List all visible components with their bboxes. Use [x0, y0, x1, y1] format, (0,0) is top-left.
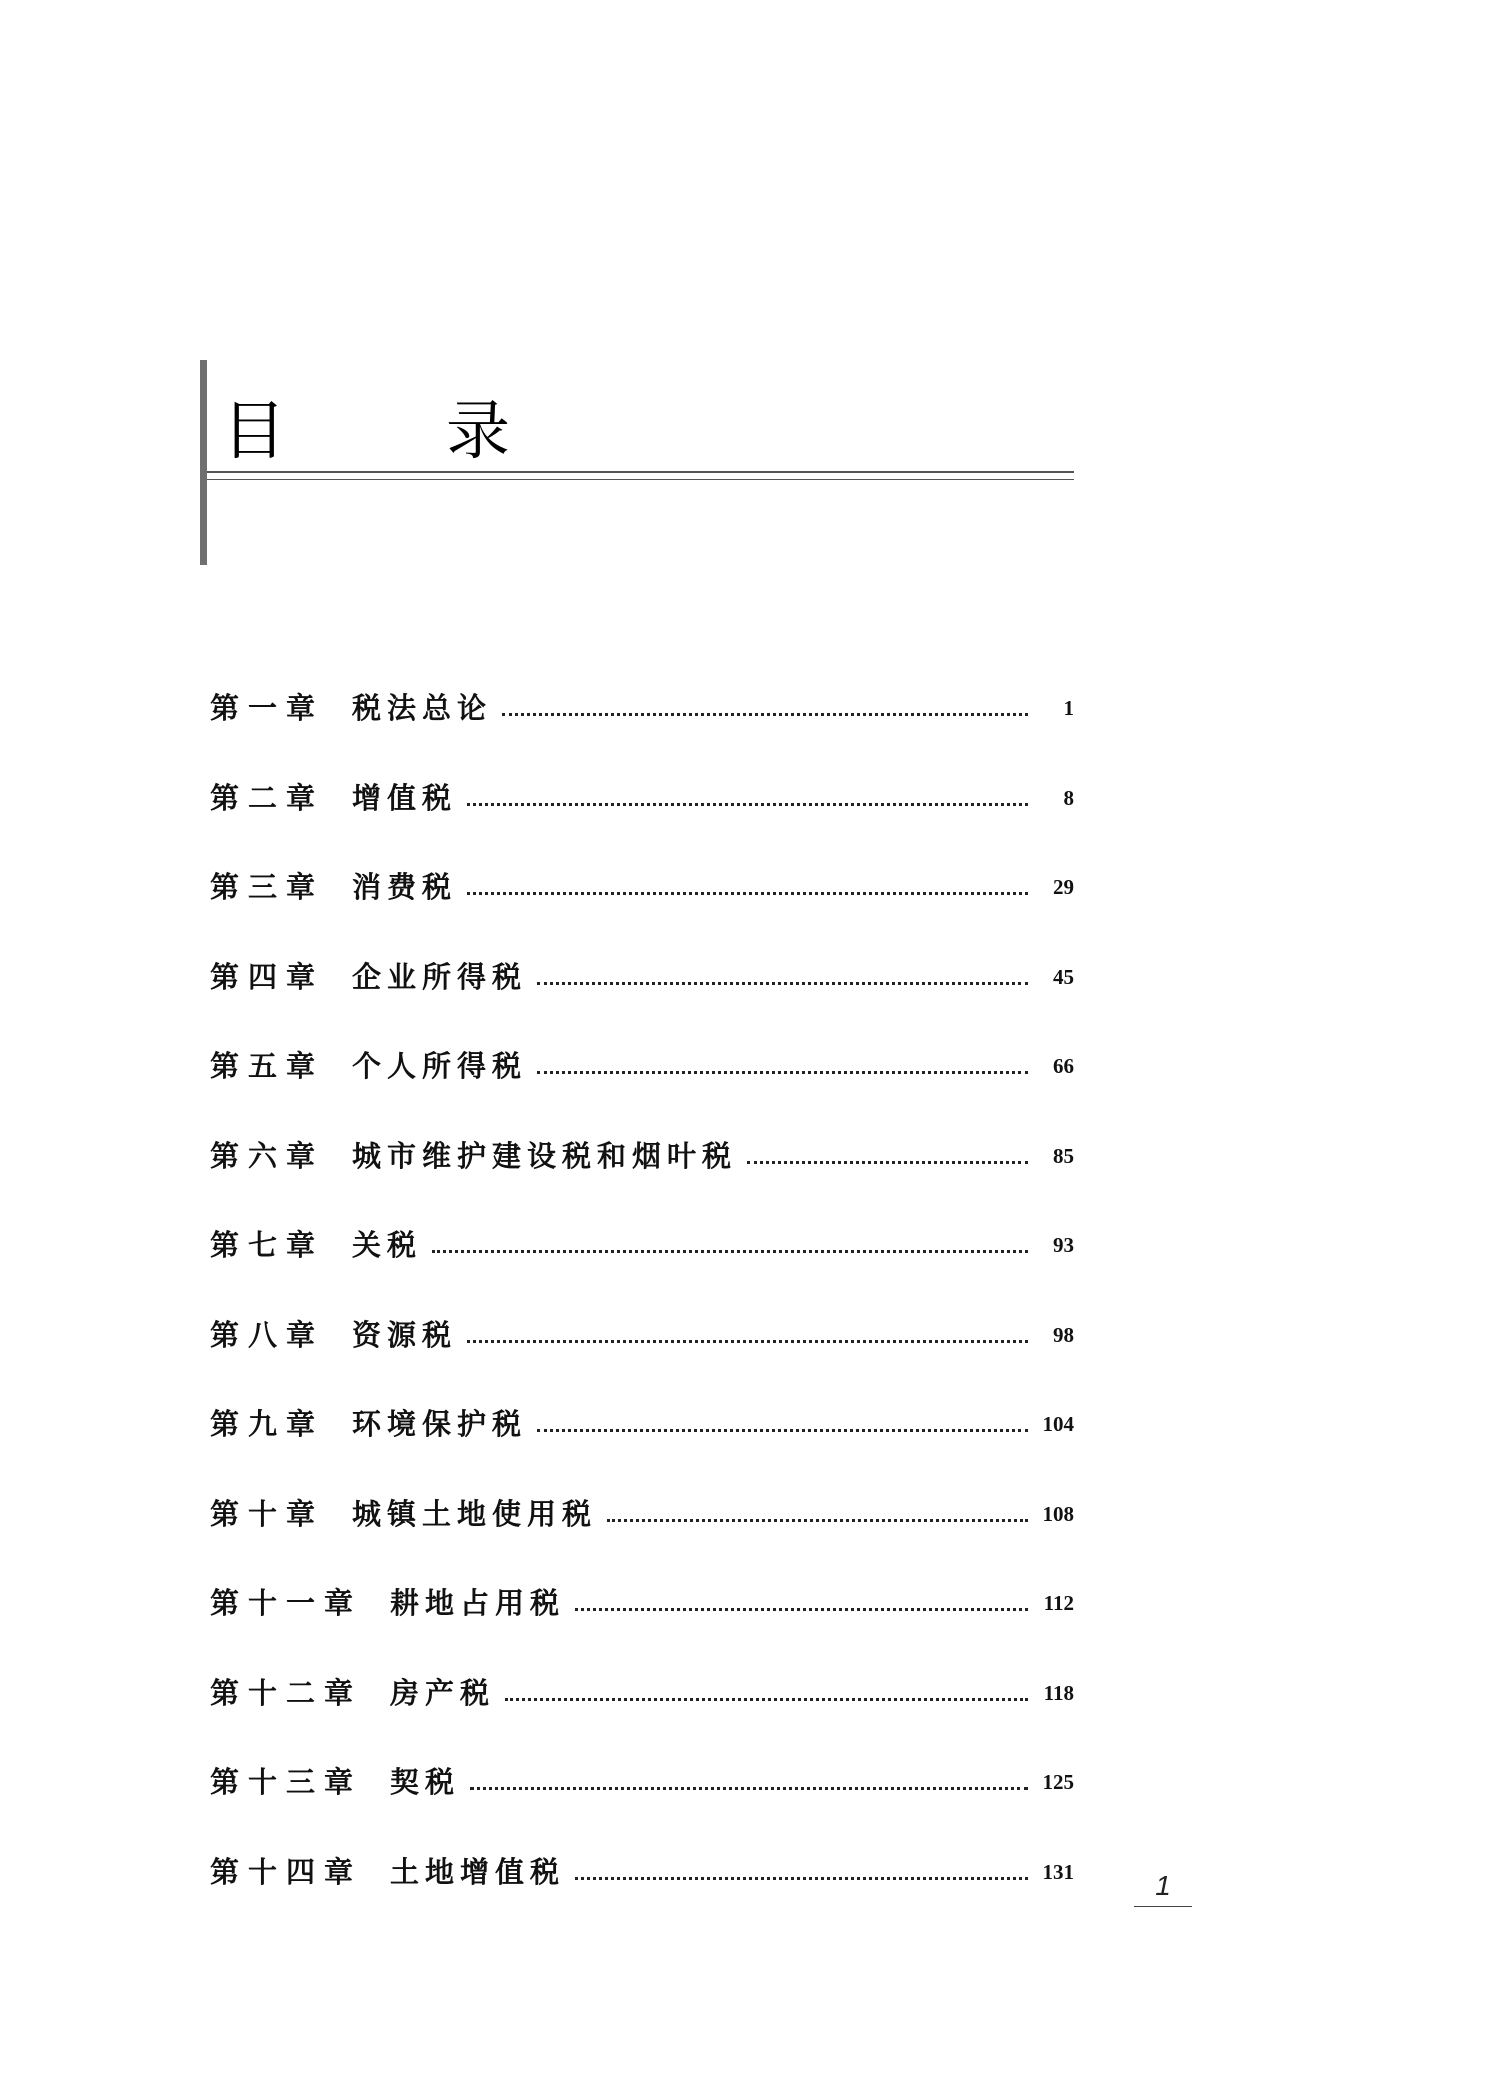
page-number-rule: [1134, 1906, 1192, 1907]
toc-entry[interactable]: [210, 1673, 1074, 1713]
toc-chapter-number: 第七章: [210, 1228, 325, 1262]
toc-chapter-number: 第十三章: [210, 1765, 363, 1799]
toc-dot-leader: [467, 1340, 1028, 1343]
toc-dot-leader: [467, 892, 1028, 895]
title-divider: [207, 471, 1074, 480]
toc-dot-leader: [505, 1698, 1028, 1701]
toc-dot-leader: [467, 803, 1028, 806]
toc-chapter-title: 个人所得税: [352, 1049, 528, 1083]
toc-entry[interactable]: [210, 1494, 1074, 1534]
toc-chapter-title: 房产税: [390, 1675, 496, 1710]
toc-dot-leader: [537, 982, 1028, 985]
toc-page-number: 45: [1053, 964, 1074, 989]
toc-chapter-number: 第十一章: [210, 1586, 363, 1620]
toc-page-number: 8: [1063, 785, 1074, 810]
toc-entry[interactable]: [210, 1762, 1074, 1802]
toc-chapter-number: 第十二章: [210, 1675, 363, 1710]
title-accent-bar: [200, 360, 207, 565]
toc-chapter-number: 第四章: [210, 959, 325, 994]
toc-page-number: 108: [1042, 1501, 1074, 1526]
toc-dot-leader: [537, 1429, 1028, 1432]
toc-chapter-title: 环境保护税: [352, 1407, 528, 1441]
toc-chapter-title: 契税: [390, 1765, 461, 1799]
toc-page-number: 125: [1042, 1770, 1074, 1794]
toc-dot-leader: [575, 1608, 1028, 1611]
toc-chapter-number: 第九章: [210, 1407, 325, 1441]
toc-dot-leader: [432, 1250, 1028, 1253]
toc-chapter-number: 第一章: [210, 691, 325, 725]
toc-entry[interactable]: [210, 1225, 1074, 1265]
toc-dot-leader: [575, 1877, 1028, 1880]
toc-entry[interactable]: [210, 1046, 1074, 1086]
toc-chapter-number: 第五章: [210, 1049, 325, 1083]
toc-chapter-number: 第十四章: [210, 1854, 363, 1889]
toc-page-number: 98: [1053, 1322, 1074, 1347]
toc-page-number: 112: [1043, 1591, 1074, 1615]
toc-page-number: 66: [1053, 1054, 1074, 1078]
toc-chapter-number: 第三章: [210, 870, 325, 904]
toc-page-number: 104: [1042, 1412, 1074, 1436]
toc-dot-leader: [747, 1161, 1028, 1164]
toc-chapter-title: 税法总论: [352, 691, 493, 725]
toc-chapter-title: 消费税: [352, 870, 458, 904]
toc-entry[interactable]: [210, 1583, 1074, 1623]
toc-page-number: 1: [1063, 696, 1074, 720]
toc-entry[interactable]: [210, 957, 1074, 997]
toc-page-number: 118: [1043, 1680, 1074, 1705]
toc-dot-leader: [607, 1519, 1028, 1522]
toc-entry[interactable]: [210, 778, 1074, 818]
toc-entry[interactable]: [210, 688, 1074, 728]
toc-chapter-title: 关税: [352, 1228, 423, 1262]
page-number: 1: [1155, 1870, 1171, 1901]
toc-chapter-number: 第八章: [210, 1317, 325, 1352]
toc-entry[interactable]: [210, 867, 1074, 907]
toc-chapter-title: 城镇土地使用税: [352, 1496, 598, 1531]
toc-page-number: 85: [1053, 1143, 1074, 1168]
toc-dot-leader: [470, 1787, 1028, 1790]
toc-chapter-number: 第六章: [210, 1138, 325, 1173]
toc-chapter-title: 企业所得税: [352, 959, 528, 994]
page-title: 目 录: [222, 395, 558, 469]
toc-page-number: 29: [1053, 875, 1074, 899]
toc-entry[interactable]: [210, 1404, 1074, 1444]
toc-entry[interactable]: [210, 1136, 1074, 1176]
toc-entry[interactable]: [210, 1852, 1074, 1892]
toc-page-number: 93: [1053, 1233, 1074, 1257]
toc-dot-leader: [502, 713, 1028, 716]
toc-chapter-title: 增值税: [352, 780, 458, 815]
toc-page-number: 131: [1042, 1859, 1074, 1884]
toc-chapter-title: 城市维护建设税和烟叶税: [352, 1138, 738, 1173]
toc-dot-leader: [537, 1071, 1028, 1074]
toc-chapter-title: 土地增值税: [390, 1854, 566, 1889]
toc-chapter-number: 第十章: [210, 1496, 325, 1531]
toc-entry[interactable]: [210, 1315, 1074, 1355]
toc-chapter-title: 耕地占用税: [390, 1586, 566, 1620]
toc-chapter-number: 第二章: [210, 780, 325, 815]
toc-chapter-title: 资源税: [352, 1317, 458, 1352]
